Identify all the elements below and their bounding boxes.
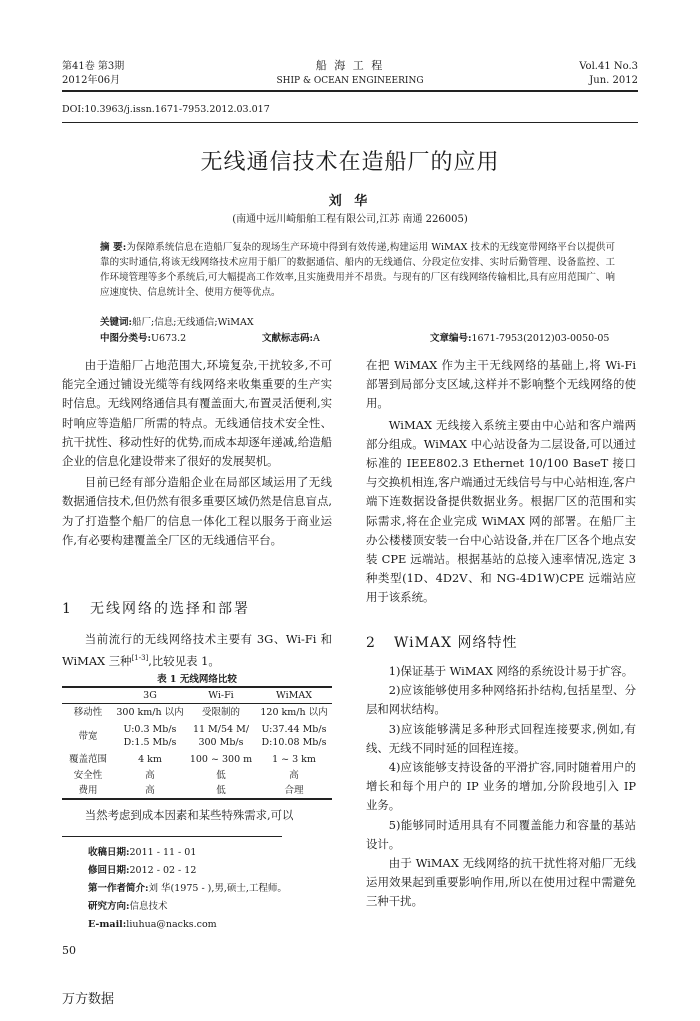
table-cell: 低 (216, 769, 226, 781)
table-header-cell: WiMAX (256, 687, 332, 703)
list-item: 2)应该能够使用多种网络拓扑结构,包括星型、分层和网状结构。 (366, 683, 636, 717)
table-cell (256, 721, 332, 751)
section-1-title: 无线网络的选择和部署 (90, 601, 250, 617)
table-cell-line: 300 Mb/s (198, 737, 244, 748)
table-cell: 高 (289, 769, 299, 781)
author-name: 刘 华 (328, 194, 372, 209)
list-item: 1)保证基于 WiMAX 网络的系统设计易于扩容。 (388, 664, 634, 678)
clc-label: 中图分类号: (100, 333, 152, 344)
author-email (88, 916, 287, 934)
clc-number (100, 332, 186, 346)
article-number-label: 文章编号: (430, 333, 472, 344)
section-1-text-b: ,比较见表 1。 (148, 654, 220, 668)
section-1-paragraph-cont: 当然考虑到成本因素和某些特殊需求,可以 (84, 808, 294, 822)
research-value: 信息技术 (129, 901, 168, 912)
header-rule (62, 90, 638, 92)
table-row (62, 767, 332, 783)
received-value: 2011 - 11 - 01 (129, 847, 197, 858)
table-cell: 高 (114, 783, 186, 799)
first-author-bio (88, 880, 287, 898)
left-column (62, 356, 332, 550)
abstract-label: 摘 要: (100, 242, 127, 253)
footnote-rule (62, 836, 282, 837)
section-1-number: 1 (62, 601, 71, 617)
clc-value: U673.2 (151, 333, 187, 344)
table-cell-line: U:0.3 Mb/s (123, 724, 177, 735)
table-header-row (62, 687, 332, 703)
section-2-list (366, 662, 636, 912)
doi-rule (62, 122, 638, 123)
keywords-text: 船厂;信息;无线通信;WiMAX (132, 317, 254, 328)
table-cell-line: D:1.5 Mb/s (123, 737, 177, 748)
journal-name-cn: 船 海 工 程 (315, 59, 385, 72)
section-2-closing-paragraph: 由于 WiMAX 无线网络的抗干扰性将对船厂无线运用效果起到重要影响作用,所以在使用过程中需避免三种干扰。 (366, 856, 636, 909)
table-header-cell: Wi-Fi (186, 687, 256, 703)
section-1-continued (62, 806, 332, 825)
list-item: 4)应该能够支持设备的平滑扩容,同时随着用户的增长和每个用户的 IP 业务的增加,分阶段地引入 IP 业务。 (366, 760, 636, 813)
citation-ref: [1-3] (131, 654, 149, 663)
footnote (88, 844, 287, 934)
table-cell: 低 (186, 783, 256, 799)
section-1-paragraph (62, 630, 332, 671)
document-code-value: A (313, 333, 320, 344)
table-row (62, 751, 332, 767)
table-caption: 表 1 无线网络比较 (157, 674, 237, 685)
table-cell: 120 km/h 以内 (260, 706, 328, 718)
table-header-cell (62, 687, 114, 703)
right-column (366, 356, 636, 608)
table-cell: 1 ~ 3 km (272, 753, 316, 765)
table-row (62, 783, 332, 799)
intro-paragraph-2: 目前已经有部分造船企业在局部区域运用了无线数据通信技术,但仍然有很多重要区域仍然是信息盲点,为了打造整个船厂的信息一体化工程以服务于商业运作,有必要构建覆盖全厂区的无线通信平台。 (62, 475, 332, 547)
table-cell: 高 (145, 769, 155, 781)
received-date (88, 844, 287, 862)
table-cell-line: D:10.08 Mb/s (261, 737, 327, 748)
first-author-label: 第一作者简介: (88, 883, 149, 894)
document-code (262, 332, 320, 346)
section-2-title: WiMAX 网络特性 (394, 635, 518, 651)
research-label: 研究方向: (88, 901, 130, 912)
table-cell: 带宽 (78, 730, 98, 742)
revised-date (88, 862, 287, 880)
journal-volume-issue: 第41卷 第3期 (62, 61, 125, 72)
journal-date: 2012年06月 (62, 75, 121, 86)
author-affiliation: (南通中远川崎船舶工程有限公司,江苏 南通 226005) (232, 214, 468, 225)
watermark: 万方数据 (62, 992, 115, 1007)
first-author-value: 刘 华(1975 - ),男,硕士,工程师。 (148, 883, 287, 894)
received-label: 收稿日期: (88, 847, 130, 858)
list-item: 3)应该能够满足多种形式回程连接要求,例如,有线、无线不同时延的回程连接。 (366, 721, 636, 755)
doi: DOI:10.3963/j.issn.1671-7953.2012.03.017 (62, 104, 270, 115)
page-number: 50 (62, 944, 76, 957)
section-1-heading (62, 598, 250, 620)
page-title: 无线通信技术在造船厂的应用 (200, 150, 500, 175)
table-cell (114, 721, 186, 751)
table-cell: 300 km/h 以内 (116, 706, 184, 718)
table-cell: 100 ~ 300 m (189, 753, 253, 765)
intro-paragraph-1: 由于造船厂占地范围大,环境复杂,干扰较多,不可能完全通过铺设光缆等有线网络来收集重要的生产实时信息。无线网络通信具有覆盖面大,布置灵活便利,实时响应等造船厂所需的特点。无线通信技术安全性、抗干扰性、移动性好的优势,而成本却逐年递减,给造船企业的信息化建设带来了很好的发展契机。 (62, 358, 332, 469)
table-cell: 4 km (138, 753, 162, 765)
keywords (100, 316, 254, 330)
research-direction (88, 898, 287, 916)
table-cell: 合理 (256, 783, 332, 799)
table-row (62, 721, 332, 751)
table-cell (186, 721, 256, 751)
table-row (62, 703, 332, 721)
journal-date-en: Jun. 2012 (589, 75, 638, 86)
revised-value: 2012 - 02 - 12 (129, 865, 197, 876)
table-cell: 移动性 (73, 706, 103, 718)
abstract-text: 为保障系统信息在造船厂复杂的现场生产环境中得到有效传递,构建运用 WiMAX 技术的无线宽带网络平台以提供可靠的实时通信,将该无线网络技术应用于船厂的数据通信、船内的无线通信、分段定位安排、实时后勤管理、设备监控、工作环境管理等多个系统后,可大幅提高工作效率,且实施费用并不昂贵。与现有的厂区有线网络传输相比,具有应用范围广、响应速度快、信息统计全、使用方便等优点。 (100, 242, 615, 298)
table-cell: 安全性 (73, 769, 103, 781)
revised-label: 修回日期: (88, 865, 130, 876)
document-code-label: 文献标志码: (262, 333, 314, 344)
table-cell: 覆盖范围 (68, 753, 107, 765)
keywords-label: 关键词: (100, 317, 133, 328)
journal-name-en: SHIP & OCEAN ENGINEERING (276, 76, 424, 86)
list-item: 5)能够同时适用具有不同覆盖能力和容量的基站设计。 (366, 817, 636, 851)
section-2-heading (366, 632, 517, 654)
table-cell: 受限制的 (201, 706, 240, 718)
comparison-table (62, 686, 332, 800)
email-value: liuhua@nacks.com (126, 919, 217, 930)
article-number (430, 332, 609, 346)
journal-vol-no-en: Vol.41 No.3 (579, 61, 638, 72)
right-paragraph-2: WiMAX 无线接入系统主要由中心站和客户端两部分组成。WiMAX 中心站设备为二层设备,可以通过标准的 IEEE802.3 Ethernet 10/100 BaseT 接口与交换机相连,客户端通过无线信号与中心站相连,客户端下连数据设备提供数据业务。根据厂区的范围和实际需求,将在企业完成 WiMAX 网的部署。在船厂主办公楼楼顶安装一台中心站设备,并在厂区各个地点安装 CPE 远端站。根据基站的总接入速率情况,选定 3 种类型(1D、4D2V、和 NG-4D1W)CPE 远端站应用于该系统。 (366, 417, 636, 605)
right-paragraph-1: 在把 WiMAX 作为主干无线网络的基础上,将 Wi-Fi 部署到局部分支区域,这样并不影响整个无线网络的使用。 (366, 358, 636, 411)
abstract (100, 240, 615, 300)
article-number-value: 1671-7953(2012)03-0050-05 (471, 333, 610, 344)
section-2-number: 2 (366, 635, 375, 651)
table-cell-line: 11 M/54 M/ (192, 724, 250, 735)
email-label: E-mail: (88, 919, 127, 930)
table-cell-line: U:37.44 Mb/s (261, 724, 327, 735)
table-header-cell: 3G (114, 687, 186, 703)
table-cell: 费用 (62, 783, 114, 799)
section-1-text-a: 当前流行的无线网络技术主要有 3G、Wi-Fi 和 WiMAX 三种 (62, 632, 332, 668)
